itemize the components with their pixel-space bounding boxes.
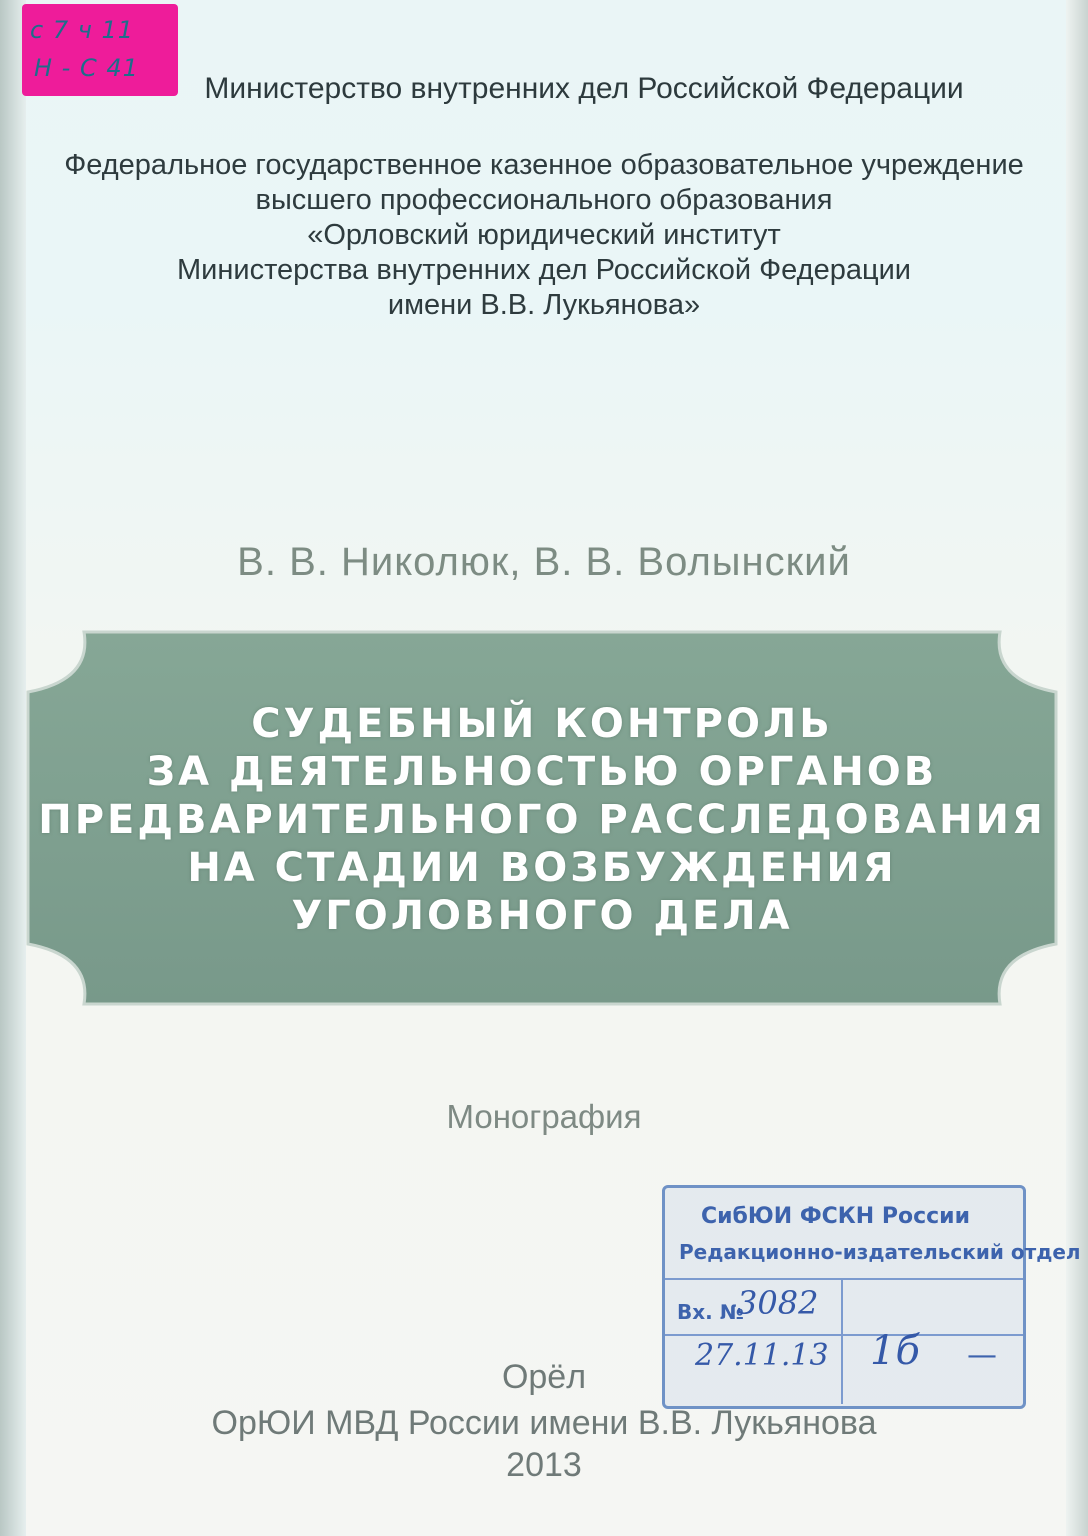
stamp-reg-number: 3082 (737, 1284, 819, 1322)
genre-label: Монография (446, 1098, 642, 1135)
institution-block (0, 148, 1088, 323)
institution-line: «Орловский юридический институт (307, 219, 781, 251)
stamp-signature: 1б (870, 1328, 920, 1374)
institution-line: Федеральное государственное казенное образовательное учреждение (64, 149, 1024, 181)
authors: В. В. Николюк, В. В. Волынский (237, 540, 851, 584)
stamp-dash: — (967, 1338, 997, 1373)
institution-line: Министерства внутренних дел Российской Федерации (177, 254, 911, 286)
title-panel (24, 628, 1060, 1008)
title-line: УГОЛОВНОГО ДЕЛА (291, 893, 793, 939)
imprint-year: 2013 (506, 1446, 582, 1484)
title-line: ПРЕДВАРИТЕЛЬНОГО РАССЛЕДОВАНИЯ (38, 797, 1046, 843)
book-title (24, 700, 1060, 940)
ministry-header (0, 72, 1088, 106)
stamp-dept: Редакционно-издательский отдел (679, 1240, 1081, 1264)
stamp-org: СибЮИ ФСКН России (701, 1204, 970, 1229)
ministry-text: Министерство внутренних дел Российской Федерации (204, 72, 964, 105)
sticker-code-2: Н - С 41 (34, 54, 139, 82)
sticker-code-1: с 7 ч 11 (30, 16, 135, 44)
stamp-reg-label: Вх. № (677, 1300, 744, 1324)
institution-line: высшего профессионального образования (255, 184, 833, 216)
stamp-divider (665, 1334, 1023, 1336)
stamp-divider (665, 1278, 1023, 1280)
title-line: ЗА ДЕЯТЕЛЬНОСТЬЮ ОРГАНОВ (146, 749, 938, 795)
title-line: СУДЕБНЫЙ КОНТРОЛЬ (251, 701, 833, 747)
imprint-publisher: ОрЮИ МВД России имени В.В. Лукьянова (211, 1404, 877, 1442)
stamp-date: 27.11.13 (695, 1338, 829, 1373)
title-line: НА СТАДИИ ВОЗБУЖДЕНИЯ (187, 845, 897, 891)
imprint-city: Орёл (501, 1358, 587, 1396)
institution-line: имени В.В. Лукьянова» (387, 289, 701, 321)
